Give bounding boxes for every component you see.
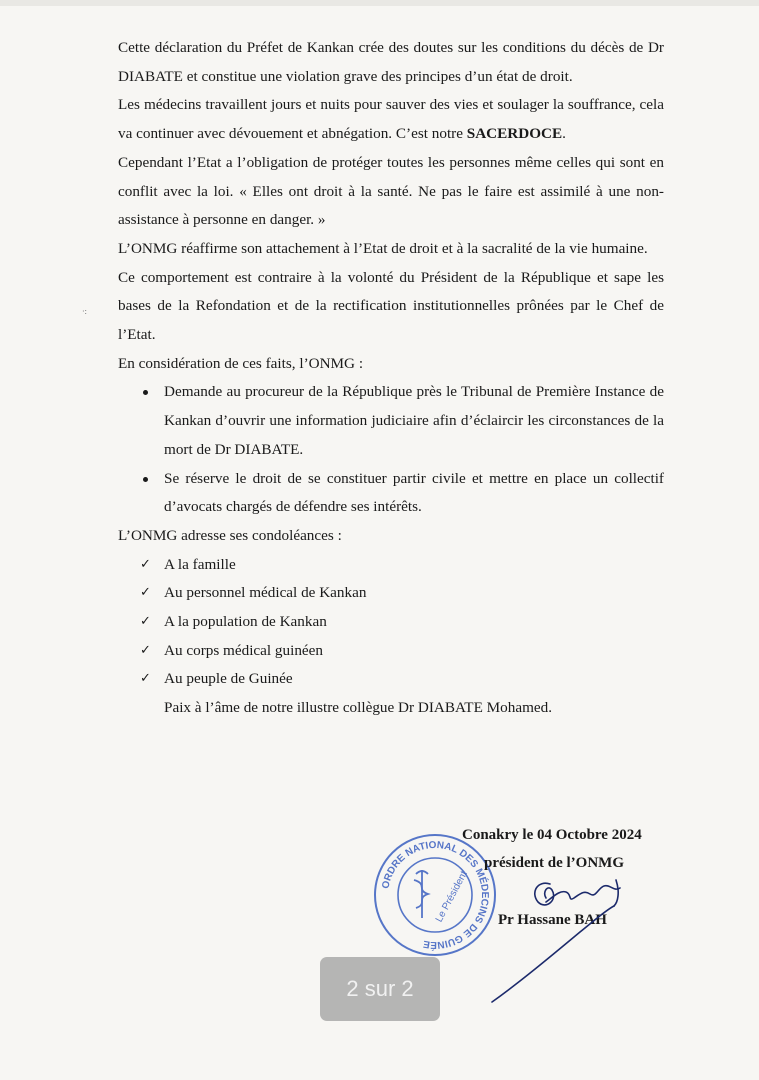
demands-list (118, 378, 664, 522)
signatory-name: Pr Hassane BAH (498, 912, 607, 928)
scan-speck: ·: (82, 307, 87, 316)
place-and-date: Conakry le 04 Octobre 2024 (462, 827, 642, 843)
signatory-role: président de l’ONMG (484, 855, 624, 871)
stamp-center-text: Le Président (433, 869, 470, 925)
page-indicator: 2 sur 2 (320, 957, 440, 1021)
condolence-item: ✓ A la famille (164, 551, 664, 580)
caduceus-icon (414, 870, 428, 918)
stamp-ring-text: ORDRE NATIONAL DES MÉDECINS DE GUINÉE (380, 839, 491, 951)
condolences-intro: L’ONMG adresse ses condoléances : (118, 526, 342, 544)
check-icon: ✓ (140, 671, 151, 687)
sacerdoce-emphasis: SACERDOCE (466, 125, 563, 143)
paragraph-prefect-declaration: Cette déclaration du Préfet de Kankan crée des doutes sur les conditions du décès de Dr DIABATE et constitue une violation grave des principes d’un état de droit. (118, 39, 664, 85)
check-icon: ✓ (140, 614, 151, 630)
check-icon: ✓ (140, 642, 151, 658)
demand-item: Demande au procureur de la République près le Tribunal de Première Instance de Kankan d’ouvrir une information judiciaire afin d’éclaircir les circonstances de la mort de Dr DIABATE. (164, 378, 664, 464)
condolence-item: ✓ Au peuple de Guinée (164, 665, 664, 694)
letter-body (118, 34, 664, 723)
paragraph-considerations: En considération de ces faits, l’ONMG : (118, 354, 364, 372)
handwritten-signature (480, 862, 640, 1007)
demand-item: Se réserve le droit de se constituer partir civile et mettre en place un collectif d’avocats chargés de défendre ses intérêts. (164, 465, 664, 522)
condolence-item: ✓ Au personnel médical de Kankan (164, 579, 664, 608)
closing-tribute: Paix à l’âme de notre illustre collègue Dr DIABATE Mohamed. (164, 699, 553, 717)
paragraph-state-obligation: Cependant l’Etat a l’obligation de protéger toutes les personnes même celles qui sont en conflit avec la loi. « Elles ont droit à la santé. Ne pas le faire est assimilé à une non-assistance à personne en danger. » (118, 153, 664, 229)
page-top-edge (0, 0, 759, 6)
condolences-list (118, 551, 664, 695)
paragraph-rule-of-law: L’ONMG réaffirme son attachement à l’Etat de droit et à la sacralité de la vie humaine. (118, 239, 648, 257)
condolence-item: ✓ Au corps médical guinéen (164, 637, 664, 666)
paragraph-doctors-commitment: Les médecins travaillent jours et nuits pour sauver des vies et soulager la souffrance, cela va continuer avec dévouement et abnégation. C’est notre SACERDOCE. (118, 96, 664, 143)
check-icon: ✓ (140, 556, 151, 572)
condolence-item: ✓ A la population de Kankan (164, 608, 664, 637)
paragraph-refondation: Ce comportement est contraire à la volonté du Président de la République et sape les bases de la Refondation et de la rectification institutionnelles prônées par le Chef de l’Etat. (118, 268, 664, 344)
check-icon: ✓ (140, 585, 151, 601)
